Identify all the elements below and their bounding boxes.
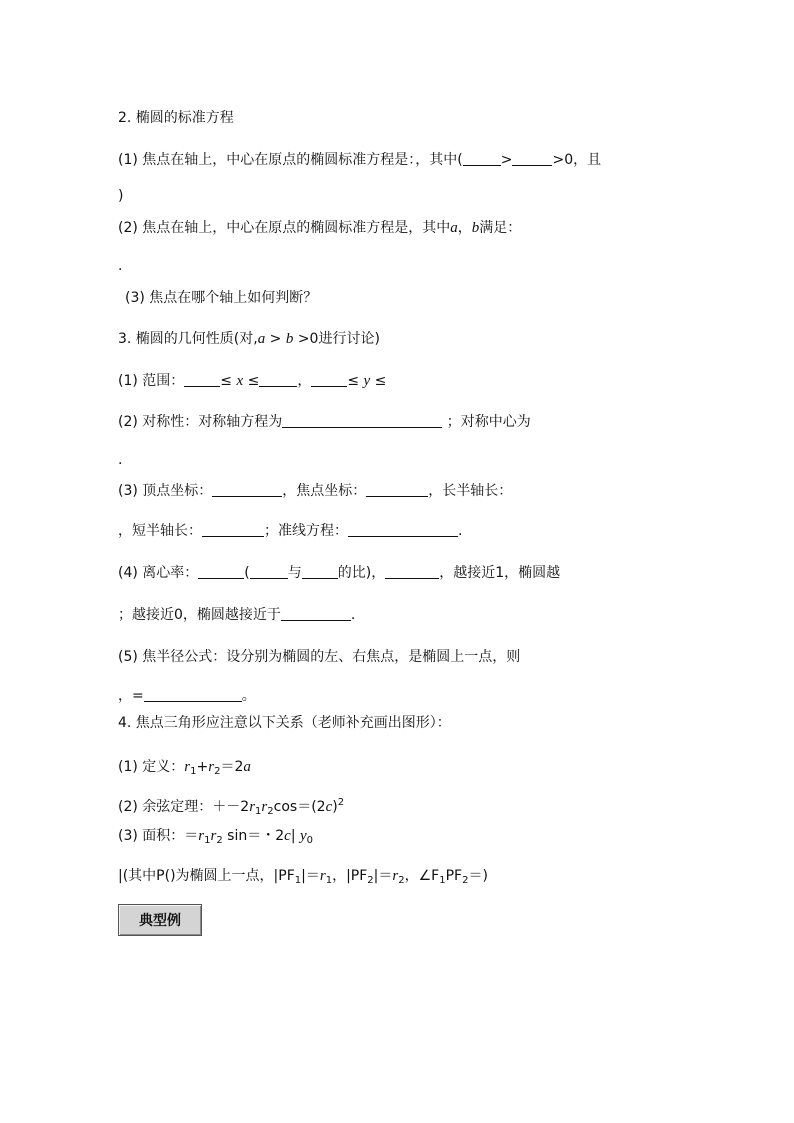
s2-item-1-tail: >0，且 [552,152,602,168]
subscript: 1 [325,875,333,886]
blank-field[interactable] [250,564,288,579]
s2-item-2 [118,218,521,238]
gt-sign: > [265,331,286,347]
area-lead: (3) 面积：＝ [118,828,199,844]
ecc-cont-tail: . [350,607,356,623]
blank-field[interactable] [311,372,347,387]
s4-note [118,866,488,891]
ecc-cont-lead: ；越接近0，椭圆越接近于 [118,607,281,623]
comma: ， [297,373,312,389]
s3-focal-radius-cont [118,686,256,706]
var-b: b [471,220,480,236]
note-text: |＝ [373,868,393,884]
note-text: |(其中P()为椭圆上一点，|PF [118,868,295,884]
blank-field[interactable] [184,372,220,387]
ecc-lead: (4) 离心率： [118,565,199,581]
s3-symmetry-cont: . [118,452,123,468]
var-r: r [249,799,256,815]
subscript: 2 [267,806,274,817]
section-3-heading [118,329,380,349]
var-x: x [236,373,244,389]
symmetry-lead: (2) 对称性：对称轴方程为 [118,414,283,430]
vertex-mid: ，焦点坐标： [282,483,367,499]
ecc-with: 与 [287,565,302,581]
vertex-cont-mid: ；准线方程： [264,523,348,539]
s3-symmetry [118,412,531,432]
note-text: ，|PF [332,868,368,884]
le-sign: ≤ [370,373,387,389]
blank-field[interactable] [348,522,458,537]
var-y: y [363,373,371,389]
s3-range [118,371,386,391]
note-text: |＝ [301,868,320,884]
subscript: 1 [255,806,262,817]
range-lead: (1) 范围： [118,373,185,389]
subscript: 1 [204,835,211,846]
s2-item-1-cont: ) [118,188,124,204]
ecc-tail: ，越接近1，椭圆越 [439,565,561,581]
s4-area [118,826,313,851]
vertex-lead: (3) 顶点坐标： [118,483,213,499]
blank-field[interactable] [202,522,264,537]
le-sign: ≤ [243,373,260,389]
subscript: 2 [214,766,221,777]
vertex-tail: ，长半轴长： [428,483,513,499]
s2-item-2-cont: . [118,258,123,274]
var-r: r [392,868,399,884]
abs-bar: | [290,828,300,844]
focal-cont-tail: 。 [241,688,256,704]
def-eq: ＝2 [220,759,244,775]
s3-vertex [118,481,512,501]
note-text: ＝) [468,868,488,884]
cos-text: cos＝(2 [273,799,326,815]
s2-item-3: (3) 焦点在哪个轴上如何判断？ [125,290,318,306]
blank-field[interactable] [198,564,244,579]
s3-focal-radius: (5) 焦半径公式：设分别为椭圆的左、右焦点，是椭圆上一点，则 [118,649,521,665]
area-sin: sin＝・2 [222,828,285,844]
blank-field[interactable] [302,564,338,579]
blank-field[interactable] [144,687,242,702]
var-r: r [208,759,215,775]
s3-heading-lead: 3. 椭圆的几何性质(对, [118,331,258,347]
le-sign: ≤ [347,373,364,389]
blank-field[interactable] [366,482,428,497]
typical-example-button[interactable]: 典型例 [118,904,202,936]
vertex-cont-lead: ，短半轴长： [118,523,202,539]
cos-lead: (2) 余弦定理：＋－2 [118,799,250,815]
blank-field[interactable] [281,606,351,621]
s3-eccentricity-cont [118,605,355,625]
var-r: r [319,868,326,884]
plus-sign: + [196,759,209,775]
s3-vertex-cont [118,521,462,541]
var-a: a [450,220,458,236]
s3-eccentricity [118,563,560,583]
focal-cont-lead: ，= [118,688,144,704]
subscript: 2 [216,835,223,846]
ecc-ratio-close: 的比)， [337,565,386,581]
symmetry-tail: ；对称中心为 [442,414,531,430]
blank-field[interactable] [463,151,501,166]
s4-cosine-law [118,793,344,822]
s3-heading-tail: >0进行讨论) [293,331,380,347]
var-r: r [184,759,191,775]
section-2-heading: 2. 椭圆的标准方程 [118,110,234,126]
section-4-heading: 4. 焦点三角形应注意以下关系（老师补充画出图形）： [118,715,451,731]
s4-definition [118,757,251,782]
def-lead: (1) 定义： [118,759,185,775]
subscript: 2 [367,875,374,886]
subscript: 1 [439,875,446,886]
subscript: 2 [398,875,405,886]
paren: ) [332,799,338,815]
var-c: c [325,799,333,815]
subscript: 1 [294,875,302,886]
var-r: r [261,799,268,815]
blank-field[interactable] [282,413,442,428]
le-sign: ≤ [220,373,237,389]
s2-item-2-lead: (2) 焦点在轴上，中心在原点的椭圆标准方程是，其中 [118,220,451,236]
gt-sign: > [500,152,513,168]
blank-field[interactable] [385,564,439,579]
var-y: y [299,828,307,844]
var-c: c [284,828,291,844]
paren: ( [244,565,250,581]
s2-item-2-tail: 满足： [479,220,522,236]
var-r: r [198,828,205,844]
var-b: b [285,331,294,347]
subscript: 1 [190,766,197,777]
note-text: ，∠F [404,868,440,884]
var-a: a [243,759,251,775]
var-r: r [210,828,217,844]
blank-field[interactable] [212,482,282,497]
comma: ， [457,220,472,236]
var-a: a [257,331,266,347]
s2-item-1 [118,150,601,170]
blank-field[interactable] [259,372,297,387]
vertex-cont-tail: . [458,523,463,539]
subscript: 0 [306,835,314,846]
subscript: 2 [462,875,469,886]
s2-item-1-lead: (1) 焦点在轴上，中心在原点的椭圆标准方程是：，其中( [118,152,463,168]
superscript: 2 [337,797,345,808]
note-text: PF [445,868,463,884]
blank-field[interactable] [512,151,552,166]
